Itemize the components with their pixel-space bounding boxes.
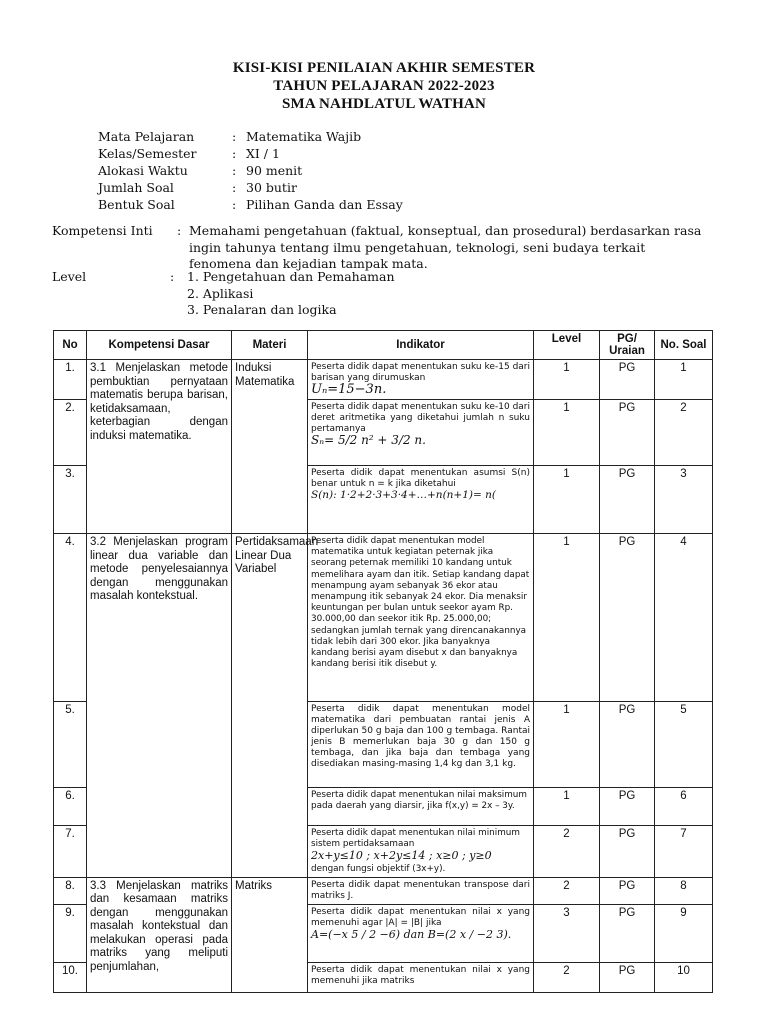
indikator: Peserta didik dapat menentukan model matematika dari pembuatan rantai jenis A diperlukan 50 g baja dan 100 g tembaga. Rantai jenis B memerlukan baja 30 g dan 150 g tembaga, dan jika baja dan tembaga yang disediakan masing-masing 1,4 kg dan 3,1 kg. xyxy=(308,702,534,788)
materi: Induksi Matematika xyxy=(232,360,308,534)
kompetensi-dasar: 3.1 Menjelaskan metode pembuktian pernyataan matematis berupa barisan, ketidaksamaan, keterbagian dengan induksi matematika. xyxy=(87,360,232,534)
level: 1 xyxy=(534,400,600,466)
indikator-text: Peserta didik dapat menentukan nilai x yang memenuhi agar |A| = |B| jika xyxy=(311,906,530,928)
indikator-equation: S(n): 1·2+2·3+3·4+…+n(n+1)= n( xyxy=(311,490,497,501)
no-soal: 2 xyxy=(655,400,713,466)
row-no: 4. xyxy=(54,534,87,702)
no-soal: 8 xyxy=(655,877,713,904)
indikator-equation: A=(−x 5 / 2 −6) dan B=(2 x / −2 3). xyxy=(311,927,512,941)
level: 3 xyxy=(534,904,600,962)
kisi-kisi-table xyxy=(53,330,713,993)
row-no: 5. xyxy=(54,702,87,788)
header-soal: No. Soal xyxy=(655,331,713,360)
title-line-2: TAHUN PELAJARAN 2022-2023 xyxy=(273,78,495,94)
indikator: Peserta didik dapat menentukan nilai x yang memenuhi jika matriks xyxy=(308,962,534,992)
kompetensi-dasar: 3.2 Menjelaskan program linear dua variable dan metode penyelesaiannya dengan menggunakan masalah kontekstual. xyxy=(87,534,232,878)
materi: Matriks xyxy=(232,877,308,992)
meta-key: Mata Pelajaran xyxy=(98,129,195,144)
meta-value: Matematika Wajib xyxy=(246,129,362,144)
header-materi: Materi xyxy=(232,331,308,360)
level-item: 3. Penalaran dan logika xyxy=(187,302,337,317)
ki-label: Kompetensi Inti xyxy=(52,223,153,238)
no-soal: 4 xyxy=(655,534,713,702)
meta-key: Jumlah Soal xyxy=(98,180,174,195)
meta-value: 30 butir xyxy=(246,180,297,195)
level: 1 xyxy=(534,702,600,788)
pg-uraian: PG xyxy=(600,400,655,466)
meta-value: XI / 1 xyxy=(246,146,280,161)
title-line-3: SMA NAHDLATUL WATHAN xyxy=(281,96,487,112)
pg-uraian: PG xyxy=(600,534,655,702)
no-soal: 5 xyxy=(655,702,713,788)
level: 2 xyxy=(534,962,600,992)
pg-uraian: PG xyxy=(600,826,655,878)
header-no: No xyxy=(54,331,87,360)
level-item: 2. Aplikasi xyxy=(187,285,254,301)
indikator: Peserta didik dapat menentukan transpose dari matriks J. xyxy=(308,877,534,904)
row-no: 10. xyxy=(54,962,87,992)
table-row xyxy=(54,877,713,904)
indikator xyxy=(308,466,534,534)
no-soal: 7 xyxy=(655,826,713,878)
row-no: 9. xyxy=(54,904,87,962)
level: 1 xyxy=(534,534,600,702)
ki-text: Memahami pengetahuan (faktual, konseptual, dan prosedural) berdasarkan rasa ingin tahunya tentang ilmu pengetahuan, teknologi, seni budaya terkait fenomena dan kejadian tampak mata. xyxy=(189,223,702,271)
pg-uraian: PG xyxy=(600,788,655,826)
no-soal: 3 xyxy=(655,466,713,534)
table-row xyxy=(54,534,713,702)
indikator-equation: Uₙ=15−3n. xyxy=(311,382,387,397)
no-soal: 1 xyxy=(655,360,713,400)
document-page: KISI-KISI PENILAIAN AKHIR SEMESTER TAHUN PELAJARAN 2022-2023 SMA NAHDLATUL WATHAN Mata Pelajaran : Matematika Wajib Kelas/Semester : XI / 1 Alokasi Waktu : 90 menit Jumlah Soal : 30 butir Bentuk Soal : Pilihan Ganda dan Essay Kompetensi Inti : Memahami pengetahuan (faktual, konseptual, dan prosedural) berdasarkan rasa ingin tahunya tentang ilmu pengetahuan, teknologi, seni budaya terkait fenomena dan kejadian tampak mata. Level : 1. Pengetahuan dan Pemahaman 2. Aplikasi 3. Penalaran dan logika No Kompetensi Dasar Materi Indikator Level PG/ Uraian No. Soal 1. 3.1 Menjelaskan metode pembuktian pernyataan matematis berupa barisan, ketidaksamaan, keterbagian dengan induksi matematika. Induksi Matematika Peserta didik dapat menentukan suku ke-15 dari barisan yang dirumuskan Uₙ=15−3n. 1 PG 1 2. Peserta didik dapat menentukan suku ke-10 dari deret aritmetika yang diketahui jumlah n suku pertamanya Sₙ= 5/2 n² + 3/2 n. 1 PG 2 3. Peserta didik dapat menentukan asumsi S(n) benar untuk n = k jika diketahui S(n): 1·2+2·3+3·4+…+n(n+1)= n( 1 PG 3 4. 3.2 Menjelaskan program linear dua variable dan metode penyelesaiannya dengan menggunakan masalah kontekstual. Pertidaksamaan Linear Dua Variabel Peserta didik dapat menentukan model matematika untuk kegiatan peternak jika seorang peternak memiliki 10 kandang untuk memelihara ayam dan itik. Setiap kandang dapat menampung ayam sebanyak 36 ekor atau menampung itik sebanyak 24 ekor. Dia menaksir keuntungan per bulan untuk seekor ayam Rp. 30.000,00 dan seekor itik Rp. 25.000,00; sedangkan jumlah ternak yang direncanakannya tidak lebih dari 300 ekor. Jika banyaknya kandang berisi ayam disebut x dan banyaknya kandang berisi itik disebut y. 1 PG 4 5. Peserta didik dapat menentukan model matematika dari pembuatan rantai jenis A diperlukan 50 g baja dan 100 g tembaga. Rantai jenis B memerlukan baja 30 g dan 150 g tembaga, dan jika baja dan tembaga yang disediakan masing-masing 1,4 kg dan 3,1 kg. 1 PG 5 6. Peserta didik dapat menentukan nilai maksimum pada daerah yang diarsir, jika f(x,y) = 2x – 3y. 1 PG 6 7. Peserta didik dapat menentukan nilai minimum sistem pertidaksamaan 2x+y≤10 ; x+2y≤14 ; x≥0 ; y≥0 dengan fungsi objektif (3x+y). 2 PG 7 8. 3.3 Menjelaskan matriks dan kesamaan matriks dengan menggunakan masalah kontekstual dan melakukan operasi pada matriks yang meliputi penjumlahan, Matriks Peserta didik dapat menentukan transpose dari matriks J. 2 PG 8 9. Peserta didik dapat menentukan nilai x yang memenuhi agar |A| = |B| jika A=(−x 5 / 2 −6) dan B=(2 x / −2 3). 3 PG 9 10. Peserta didik dapat menentukan nilai x yang memenuhi jika matriks 2 PG 10 xyxy=(0,0,768,1024)
indikator-equation: Sₙ= 5/2 n² + 3/2 n. xyxy=(311,433,426,447)
pg-uraian: PG xyxy=(600,702,655,788)
subject-info: Mata Pelajaran : Matematika Wajib Kelas/Semester : XI / 1 Alokasi Waktu : 90 menit Jumlah Soal : 30 butir Bentuk Soal : Pilihan Ganda dan Essay xyxy=(98,129,403,212)
indikator-equation: 2x+y≤10 ; x+2y≤14 ; x≥0 ; y≥0 xyxy=(311,849,492,863)
row-no: 2. xyxy=(54,400,87,466)
meta-key: Alokasi Waktu xyxy=(98,163,188,178)
indikator: Peserta didik dapat menentukan model matematika untuk kegiatan peternak jika seorang peternak memiliki 10 kandang untuk memelihara ayam dan itik. Setiap kandang dapat menampung ayam sebanyak 36 ekor atau menampung itik sebanyak 24 ekor. Dia menaksir keuntungan per bulan untuk seekor ayam Rp. 30.000,00 dan seekor itik Rp. 25.000,00; sedangkan jumlah ternak yang direncanakannya tidak lebih dari 300 ekor. Jika banyaknya kandang berisi ayam disebut x dan banyaknya kandang berisi itik disebut y. xyxy=(308,534,534,702)
indikator xyxy=(308,904,534,962)
table-header-row xyxy=(54,331,713,360)
kompetensi-dasar: 3.3 Menjelaskan matriks dan kesamaan matriks dengan menggunakan masalah kontekstual dan melakukan operasi pada matriks yang meliputi penjumlahan, xyxy=(87,877,232,992)
pg-uraian: PG xyxy=(600,962,655,992)
header-kd: Kompetensi Dasar xyxy=(87,331,232,360)
level: 2 xyxy=(534,877,600,904)
meta-key: Bentuk Soal xyxy=(98,197,175,212)
indikator xyxy=(308,360,534,400)
header-indikator: Indikator xyxy=(308,331,534,360)
pg-uraian: PG xyxy=(600,360,655,400)
pg-uraian: PG xyxy=(600,904,655,962)
no-soal: 9 xyxy=(655,904,713,962)
title-line-1: KISI-KISI PENILAIAN AKHIR SEMESTER xyxy=(232,60,536,76)
row-no: 6. xyxy=(54,788,87,826)
row-no: 8. xyxy=(54,877,87,904)
meta-value: Pilihan Ganda dan Essay xyxy=(246,197,403,212)
level: 2 xyxy=(534,826,600,878)
no-soal: 6 xyxy=(655,788,713,826)
row-no: 7. xyxy=(54,826,87,878)
indikator-text: Peserta didik dapat menentukan suku ke-15 dari barisan yang dirumuskan xyxy=(311,362,530,383)
meta-key: Kelas/Semester xyxy=(98,146,197,161)
indikator-text: Peserta didik dapat menentukan suku ke-10 dari deret aritmetika yang diketahui jumlah n suku pertamanya xyxy=(311,402,530,434)
no-soal: 10 xyxy=(655,962,713,992)
header-pg: PG/ Uraian xyxy=(600,331,655,360)
row-no: 1. xyxy=(54,360,87,400)
indikator-text-tail: dengan fungsi objektif (3x+y). xyxy=(311,863,446,874)
level: 1 xyxy=(534,360,600,400)
pg-uraian: PG xyxy=(600,466,655,534)
pg-uraian: PG xyxy=(600,877,655,904)
level-label: Level xyxy=(52,269,87,284)
indikator-text: Peserta didik dapat menentukan asumsi S(n) benar untuk n = k jika diketahui xyxy=(311,468,530,489)
indikator-text: Peserta didik dapat menentukan nilai minimum sistem pertidaksamaan xyxy=(311,828,520,850)
indikator xyxy=(308,400,534,466)
header-level: Level xyxy=(534,331,600,360)
level: 1 xyxy=(534,788,600,826)
materi: Pertidaksamaan Linear Dua Variabel xyxy=(232,534,308,878)
table-row xyxy=(54,360,713,400)
level: 1 xyxy=(534,466,600,534)
indikator xyxy=(308,826,534,878)
level-item: 1. Pengetahuan dan Pemahaman xyxy=(187,269,395,284)
row-no: 3. xyxy=(54,466,87,534)
indikator: Peserta didik dapat menentukan nilai maksimum pada daerah yang diarsir, jika f(x,y) = 2x – 3y. xyxy=(308,788,534,826)
meta-value: 90 menit xyxy=(246,163,303,178)
